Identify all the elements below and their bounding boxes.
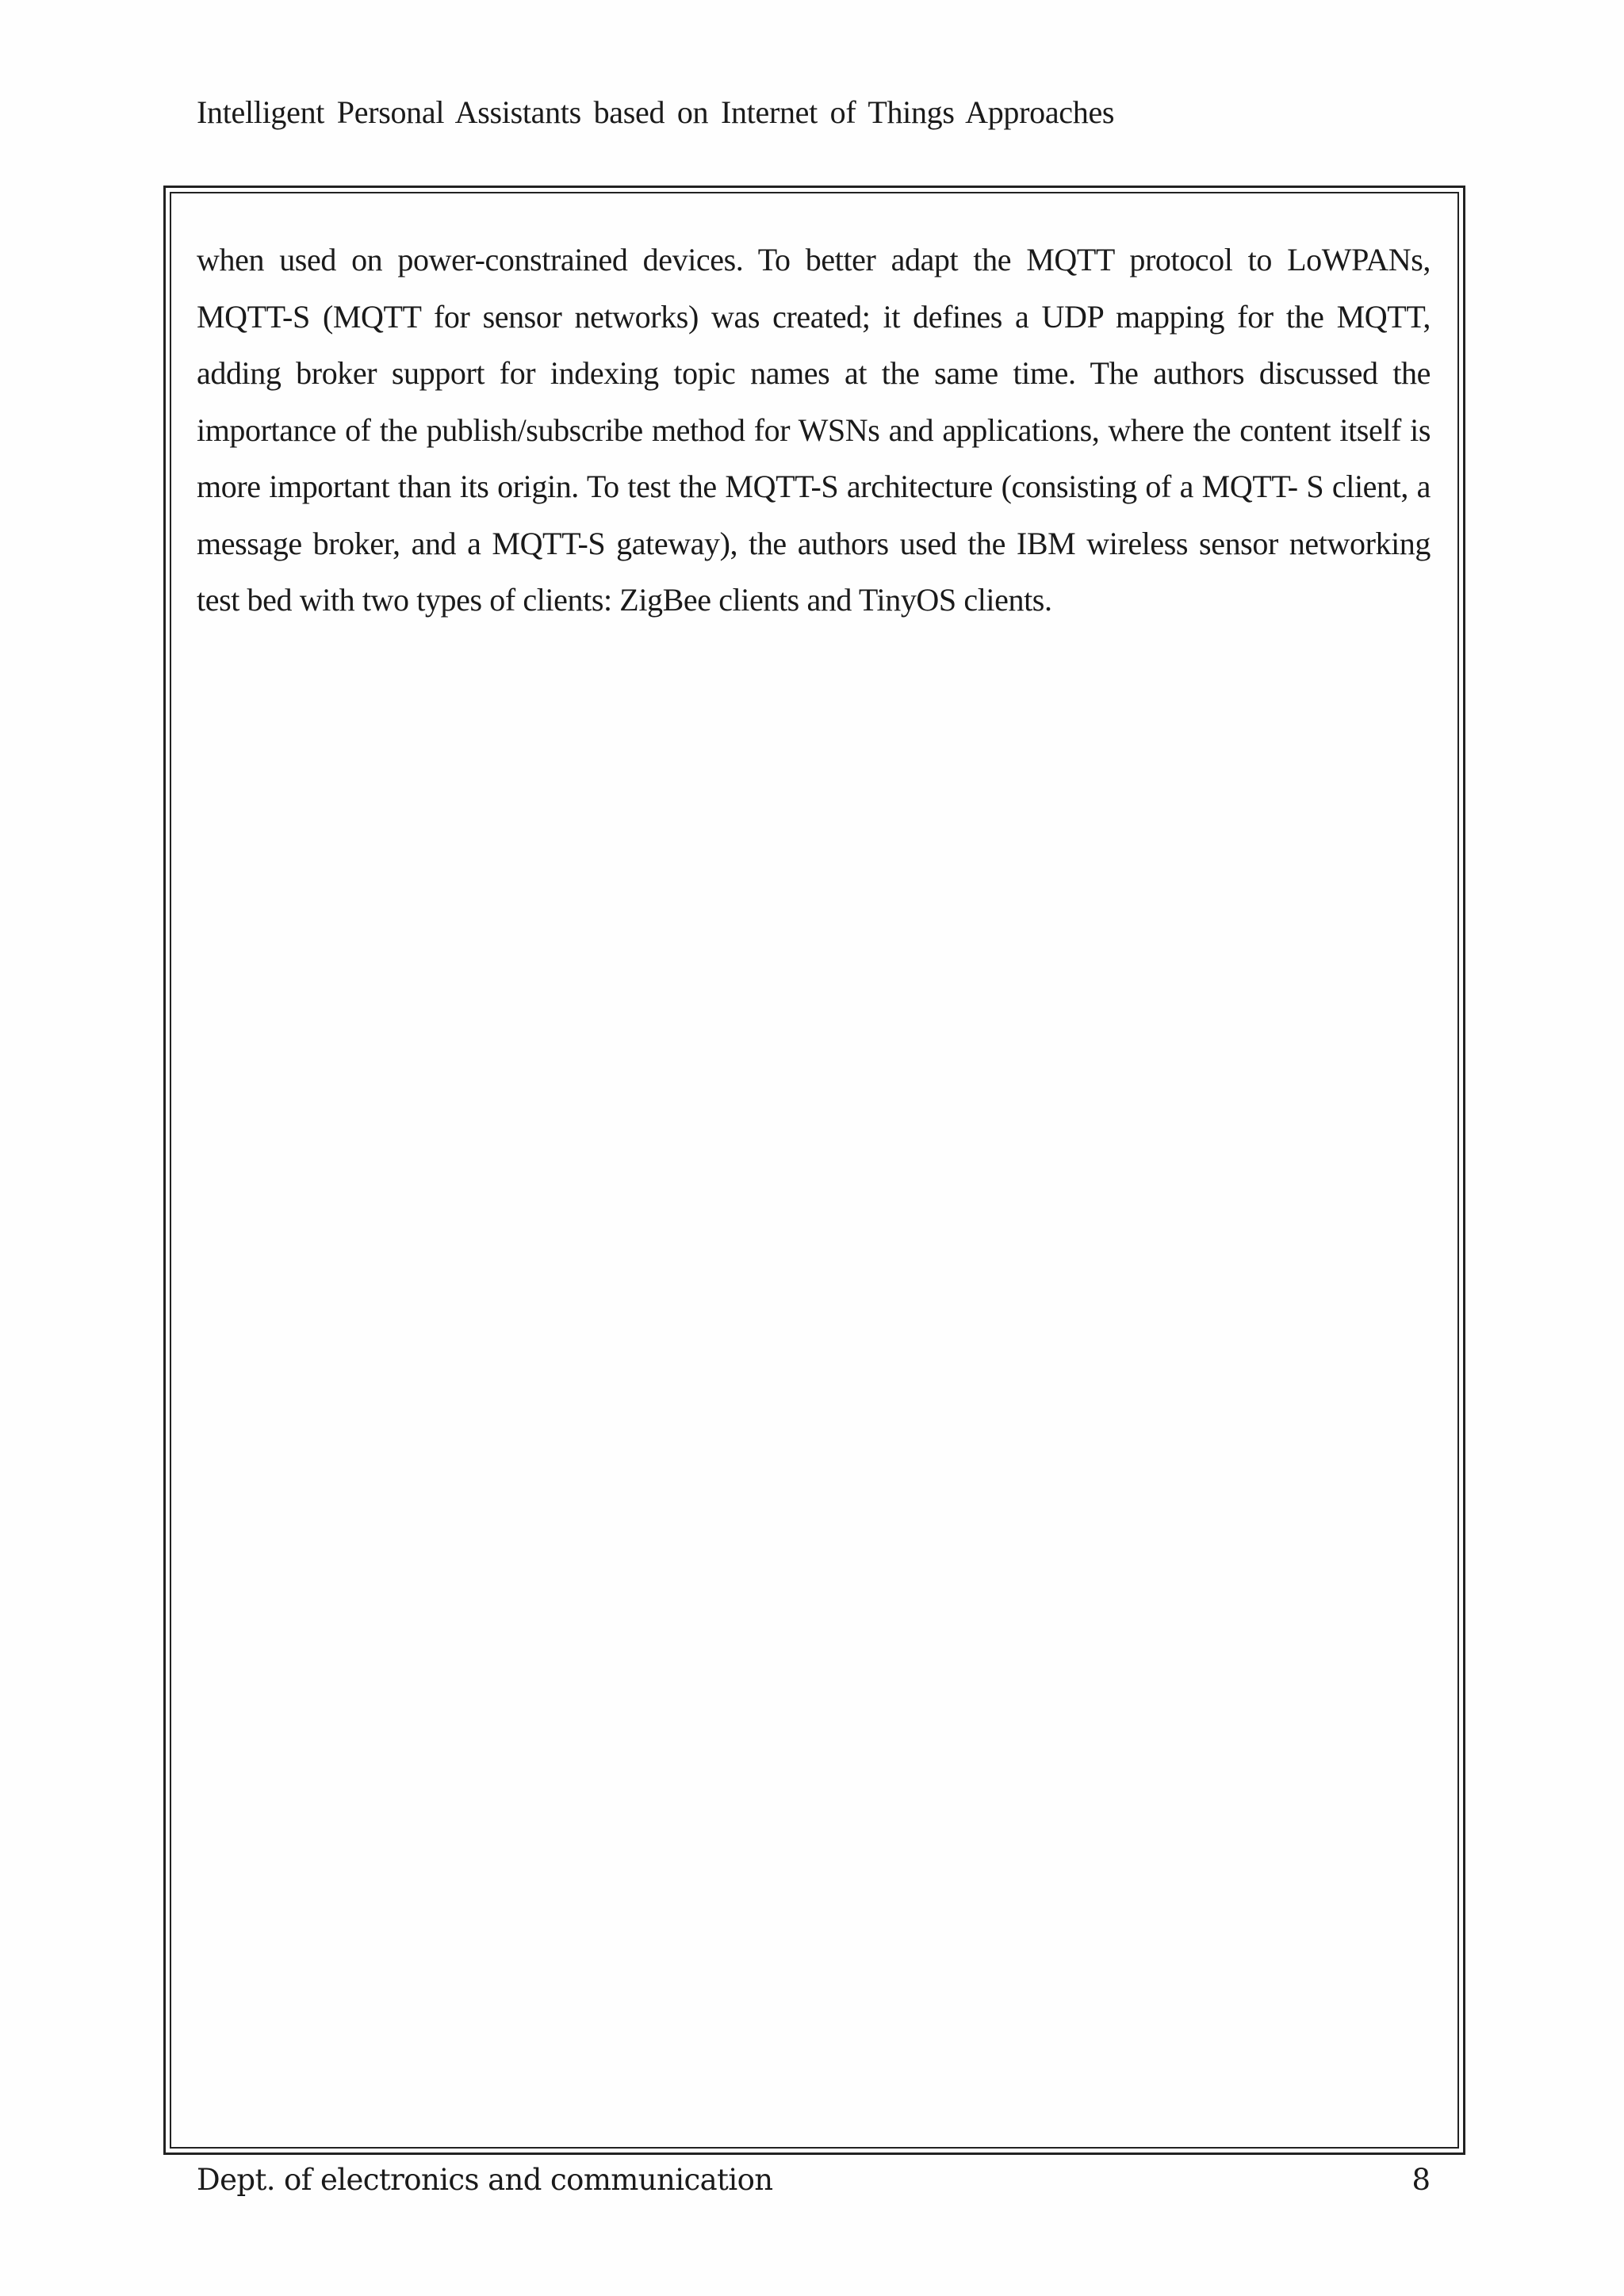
footer-department: Dept. of electronics and communication: [197, 2163, 773, 2197]
body-paragraph: when used on power-constrained devices. To better adapt the MQTT protocol to LoWPANs, MQTT-S (MQTT for sensor networks) was created; it defines a UDP mapping for the MQTT, adding broker support for indexing topic names at the same time. The authors discussed the importance of the publish/subscribe method for WSNs and applications, where the content itself is more important than its origin. To test the MQTT-S architecture (consisting of a MQTT- S client, a message broker, and a MQTT-S gateway), the authors used the IBM wireless sensor networking test bed with two types of clients: ZigBee clients and TinyOS clients.: [197, 242, 1431, 618]
page-number: 8: [1411, 2163, 1431, 2197]
running-header: Intelligent Personal Assistants based on Internet of Things Approaches: [197, 94, 1115, 130]
